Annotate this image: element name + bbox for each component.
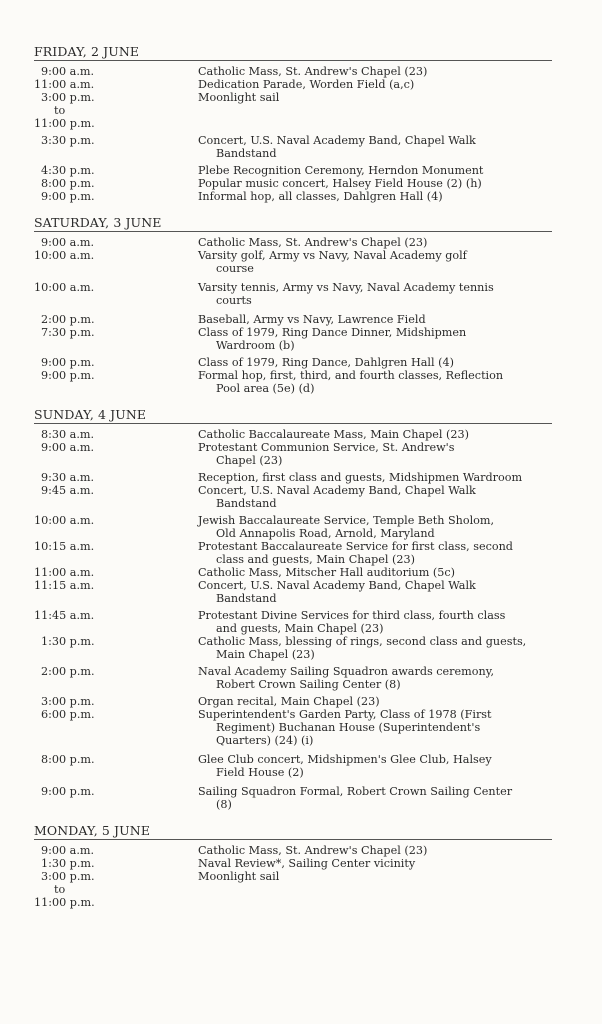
event-time: 2:00 p.m. xyxy=(41,313,95,326)
event-time: 9:30 a.m. xyxy=(41,471,95,484)
event-description: Varsity golf, Army vs Navy, Naval Academy golf xyxy=(198,249,467,262)
event-time: 9:00 a.m. xyxy=(41,441,95,454)
event-time: 8:30 a.m. xyxy=(41,428,95,441)
event-description-cont: Field House (2) xyxy=(216,766,304,779)
event-time: 9:00 a.m. xyxy=(41,65,95,78)
event-description: Moonlight sail xyxy=(198,91,280,104)
event-description: Informal hop, all classes, Dahlgren Hall (4) xyxy=(198,190,443,203)
day-monday xyxy=(34,823,552,909)
event-time: 3:00 p.m. xyxy=(41,870,95,883)
event-row xyxy=(34,665,552,691)
event-description-cont: Pool area (5e) (d) xyxy=(216,382,315,395)
event-row xyxy=(34,91,552,130)
event-description: Protestant Divine Services for third class, fourth class xyxy=(198,609,506,622)
schedule-page xyxy=(34,44,552,921)
event-row xyxy=(34,190,552,203)
event-row xyxy=(34,870,552,909)
event-description-cont: course xyxy=(216,262,254,275)
event-description-cont: Chapel (23) xyxy=(216,454,283,467)
event-time: 6:00 p.m. xyxy=(41,708,95,721)
day-heading: FRIDAY, 2 JUNE xyxy=(34,44,552,61)
event-time: 4:30 p.m. xyxy=(41,164,95,177)
event-row xyxy=(34,753,552,779)
event-row xyxy=(34,65,552,78)
day-sunday xyxy=(34,407,552,811)
event-time: 8:00 p.m. xyxy=(41,177,95,190)
event-row xyxy=(34,566,552,579)
event-row xyxy=(34,134,552,160)
event-description: Catholic Mass, St. Andrew's Chapel (23) xyxy=(198,844,428,857)
event-row xyxy=(34,857,552,870)
event-time: 11:00 a.m. xyxy=(34,78,95,91)
event-description: Concert, U.S. Naval Academy Band, Chapel Walk xyxy=(198,579,476,592)
event-row xyxy=(34,164,552,177)
event-description: Naval Academy Sailing Squadron awards ceremony, xyxy=(198,665,495,678)
event-description: Baseball, Army vs Navy, Lawrence Field xyxy=(198,313,426,326)
event-description: Plebe Recognition Ceremony, Herndon Monument xyxy=(198,164,484,177)
event-time: 1:30 p.m. xyxy=(41,857,95,870)
event-row xyxy=(34,249,552,275)
event-description-cont: class and guests, Main Chapel (23) xyxy=(216,553,416,566)
event-time: 3:00 p.m. xyxy=(41,91,95,104)
event-row xyxy=(34,579,552,605)
event-time: 9:00 a.m. xyxy=(41,844,95,857)
event-row xyxy=(34,369,552,395)
event-row xyxy=(34,356,552,369)
event-description-cont: Bandstand xyxy=(216,592,277,605)
event-time: 10:00 a.m. xyxy=(34,249,95,262)
event-row xyxy=(34,313,552,326)
event-row xyxy=(34,514,552,540)
event-description-cont: Wardroom (b) xyxy=(216,339,295,352)
event-time-end: 11:00 p.m. xyxy=(34,117,95,130)
event-description: Dedication Parade, Worden Field (a,c) xyxy=(198,78,415,91)
event-description-cont: Bandstand xyxy=(216,497,277,510)
event-description: Catholic Mass, St. Andrew's Chapel (23) xyxy=(198,236,428,249)
event-description: Class of 1979, Ring Dance, Dahlgren Hall (4) xyxy=(198,356,454,369)
event-time: 2:00 p.m. xyxy=(41,665,95,678)
event-description-cont: courts xyxy=(216,294,252,307)
event-time-end: 11:00 p.m. xyxy=(34,896,95,909)
event-description: Catholic Mass, St. Andrew's Chapel (23) xyxy=(198,65,428,78)
event-row xyxy=(34,609,552,635)
event-description: Concert, U.S. Naval Academy Band, Chapel Walk xyxy=(198,134,476,147)
event-row xyxy=(34,78,552,91)
event-row xyxy=(34,236,552,249)
event-description-cont: Main Chapel (23) xyxy=(216,648,315,661)
event-description: Reception, first class and guests, Midshipmen Wardroom xyxy=(198,471,523,484)
event-time: 10:00 a.m. xyxy=(34,281,95,294)
event-time: 10:00 a.m. xyxy=(34,514,95,527)
event-row xyxy=(34,484,552,510)
event-row xyxy=(34,785,552,811)
event-time: 1:30 p.m. xyxy=(41,635,95,648)
event-description: Catholic Baccalaureate Mass, Main Chapel (23) xyxy=(198,428,470,441)
event-row xyxy=(34,695,552,708)
event-description-cont: Old Annapolis Road, Arnold, Maryland xyxy=(216,527,435,540)
event-time: 3:30 p.m. xyxy=(41,134,95,147)
event-row xyxy=(34,471,552,484)
event-description: Popular music concert, Halsey Field House (2) (h) xyxy=(198,177,482,190)
event-description-cont: Robert Crown Sailing Center (8) xyxy=(216,678,401,691)
event-row xyxy=(34,428,552,441)
event-description-cont: Bandstand xyxy=(216,147,277,160)
event-time: 11:45 a.m. xyxy=(34,609,95,622)
event-row xyxy=(34,326,552,352)
day-heading: SUNDAY, 4 JUNE xyxy=(34,407,552,424)
event-row xyxy=(34,708,552,747)
event-time: 9:00 p.m. xyxy=(41,785,95,798)
event-row xyxy=(34,177,552,190)
event-time: 9:00 p.m. xyxy=(41,369,95,382)
event-description: Protestant Communion Service, St. Andrew's xyxy=(198,441,455,454)
event-time-to: to xyxy=(54,883,66,896)
event-description-cont: and guests, Main Chapel (23) xyxy=(216,622,384,635)
event-description: Class of 1979, Ring Dance Dinner, Midshipmen xyxy=(198,326,467,339)
day-saturday xyxy=(34,215,552,395)
event-description: Varsity tennis, Army vs Navy, Naval Academy tennis xyxy=(198,281,494,294)
day-friday xyxy=(34,44,552,203)
event-time: 10:15 a.m. xyxy=(34,540,95,553)
event-description: Formal hop, first, third, and fourth classes, Reflection xyxy=(198,369,504,382)
event-description: Superintendent's Garden Party, Class of 1978 (First xyxy=(198,708,492,721)
event-row xyxy=(34,844,552,857)
event-row xyxy=(34,441,552,467)
event-description: Glee Club concert, Midshipmen's Glee Club, Halsey xyxy=(198,753,492,766)
event-description: Sailing Squadron Formal, Robert Crown Sailing Center xyxy=(198,785,513,798)
event-time: 8:00 p.m. xyxy=(41,753,95,766)
event-description: Moonlight sail xyxy=(198,870,280,883)
event-description-cont: (8) xyxy=(216,798,232,811)
event-time: 9:00 a.m. xyxy=(41,236,95,249)
day-heading: SATURDAY, 3 JUNE xyxy=(34,215,552,232)
event-row xyxy=(34,540,552,566)
event-description: Protestant Baccalaureate Service for first class, second xyxy=(198,540,513,553)
event-time: 9:00 p.m. xyxy=(41,190,95,203)
event-description: Catholic Mass, blessing of rings, second class and guests, xyxy=(198,635,527,648)
event-description: Concert, U.S. Naval Academy Band, Chapel Walk xyxy=(198,484,476,497)
event-time: 3:00 p.m. xyxy=(41,695,95,708)
event-time: 11:00 a.m. xyxy=(34,566,95,579)
event-description: Organ recital, Main Chapel (23) xyxy=(198,695,380,708)
event-time: 9:45 a.m. xyxy=(41,484,95,497)
event-description: Naval Review*, Sailing Center vicinity xyxy=(198,857,416,870)
event-time: 11:15 a.m. xyxy=(34,579,95,592)
event-description-cont: Regiment) Buchanan House (Superintendent's xyxy=(216,721,481,734)
event-row xyxy=(34,281,552,307)
event-time-to: to xyxy=(54,104,66,117)
event-description-cont: Quarters) (24) (i) xyxy=(216,734,314,747)
event-time: 9:00 p.m. xyxy=(41,356,95,369)
event-description: Jewish Baccalaureate Service, Temple Beth Sholom, xyxy=(198,514,495,527)
event-time: 7:30 p.m. xyxy=(41,326,95,339)
day-heading: MONDAY, 5 JUNE xyxy=(34,823,552,840)
event-row xyxy=(34,635,552,661)
event-description: Catholic Mass, Mitscher Hall auditorium (5c) xyxy=(198,566,456,579)
